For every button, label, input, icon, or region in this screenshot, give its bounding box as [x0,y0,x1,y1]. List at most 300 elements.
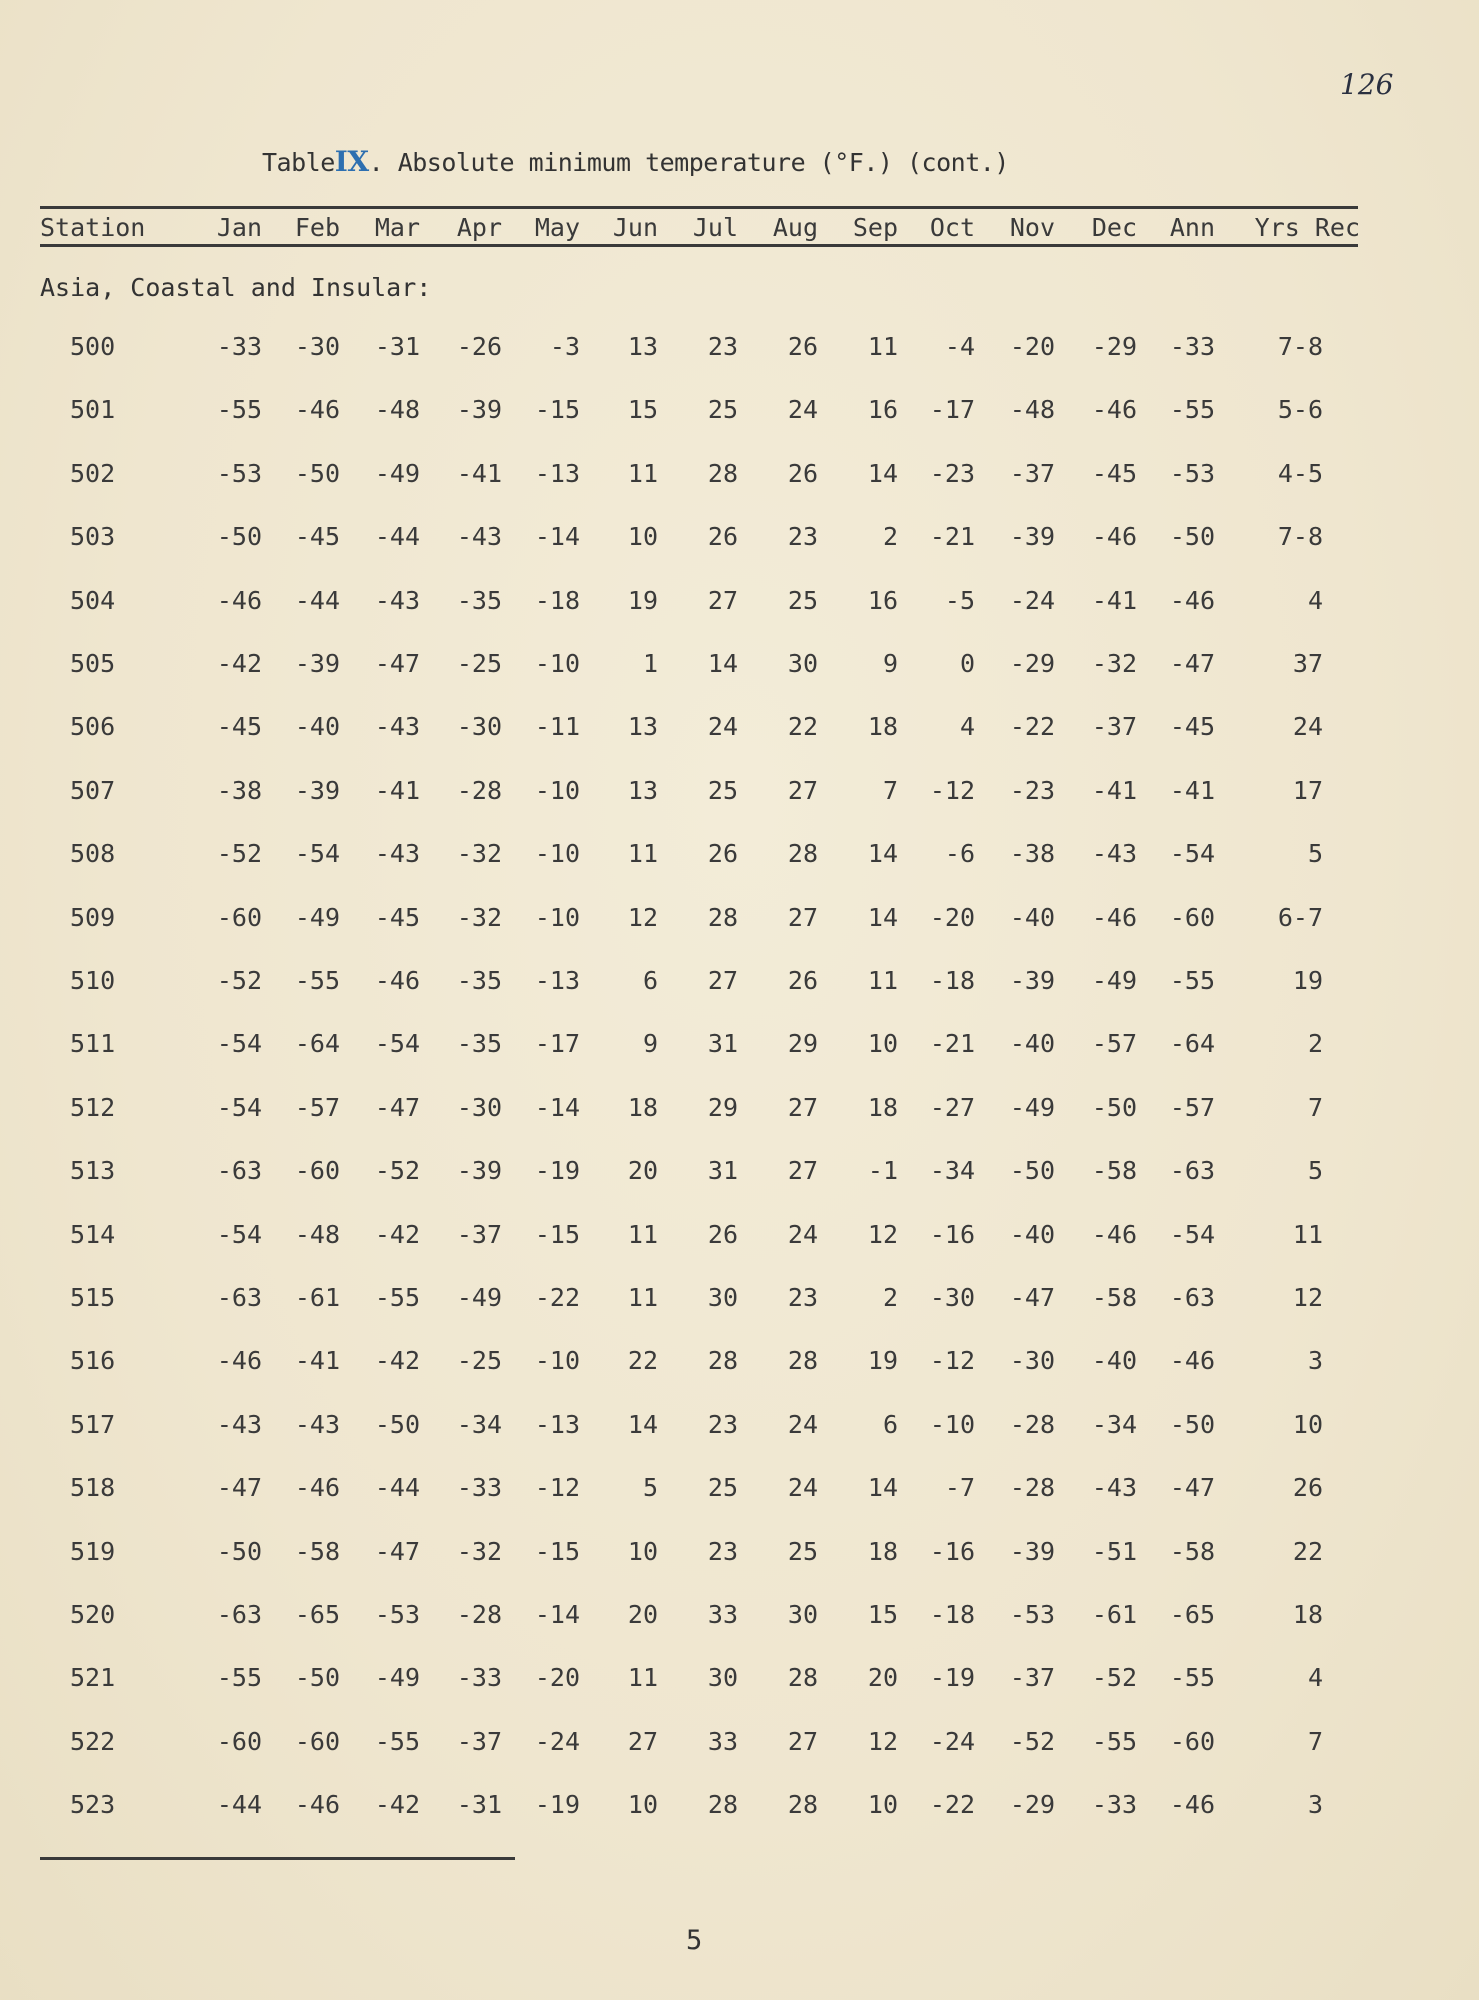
value-cell: -43 [374,839,420,869]
value-cell: 17 [1292,775,1323,805]
value-cell: -29 [1091,332,1137,361]
value-cell: -50 [294,1663,340,1693]
value-cell: 14 [867,839,898,869]
value-cell: -48 [374,395,420,425]
value-cell: -18 [929,966,975,995]
value-cell: -50 [294,458,340,488]
value-cell: -20 [1009,332,1055,361]
value-cell: 28 [707,902,738,932]
value-cell: 31 [707,1156,738,1186]
value-cell: 5 [1307,839,1323,869]
value-cell: -55 [374,1726,420,1756]
value-cell: 25 [787,1536,818,1566]
value-cell: -19 [534,1790,580,1820]
value-cell: 11 [1292,1219,1323,1249]
value-cell: 28 [787,1663,818,1693]
value-cell: -20 [534,1663,580,1693]
value-cell: 26 [707,839,738,869]
value-cell: 6 [882,1409,898,1439]
value-cell: -25 [456,1346,502,1376]
value-cell: -34 [1091,1409,1137,1439]
value-cell: 26 [707,1219,738,1249]
value-cell: -14 [534,1092,580,1122]
value-cell: 11 [867,966,898,995]
value-cell: -45 [374,902,420,932]
value-cell: -32 [456,902,502,932]
value-cell: 18 [867,712,898,742]
value-cell: -63 [216,1600,262,1629]
column-header: Mar [374,213,420,242]
value-cell: 24 [1292,712,1323,742]
value-cell: 11 [627,458,658,488]
station-cell: 513 [70,1156,116,1186]
value-cell: -42 [374,1346,420,1376]
value-cell: -13 [534,966,580,995]
value-cell: 7-8 [1277,332,1323,361]
value-cell: -61 [294,1283,340,1312]
value-cell: 23 [787,1283,818,1312]
value-cell: -39 [1009,966,1055,995]
value-cell: -50 [216,1536,262,1566]
value-cell: -37 [1009,1663,1055,1693]
value-cell: 20 [627,1156,658,1186]
table-row [0,1537,1479,1577]
column-header: Aug [772,213,818,242]
header-rule-top [40,206,1358,209]
value-cell: 29 [707,1092,738,1122]
table-row [0,332,1479,372]
value-cell: 12 [867,1726,898,1756]
value-cell: 28 [787,1346,818,1376]
value-cell: 4-5 [1277,458,1323,488]
value-cell: -43 [1091,839,1137,869]
value-cell: -31 [374,332,420,361]
value-cell: -65 [1169,1600,1215,1629]
table-row [0,1473,1479,1513]
value-cell: -13 [534,458,580,488]
table-row [0,522,1479,562]
value-cell: -41 [294,1346,340,1376]
table-row [0,839,1479,879]
value-cell: -31 [456,1790,502,1820]
value-cell: -34 [456,1409,502,1439]
value-cell: -53 [374,1600,420,1629]
value-cell: -37 [456,1726,502,1756]
value-cell: 19 [867,1346,898,1376]
value-cell: -48 [1009,395,1055,425]
value-cell: 25 [707,1473,738,1503]
value-cell: -19 [534,1156,580,1186]
value-cell: -57 [294,1092,340,1122]
value-cell: -50 [1169,1409,1215,1439]
station-cell: 509 [70,902,116,932]
value-cell: -60 [216,902,262,932]
value-cell: -41 [374,775,420,805]
value-cell: -52 [216,839,262,869]
value-cell: -54 [1169,1219,1215,1249]
value-cell: -46 [1091,522,1137,552]
value-cell: -40 [294,712,340,742]
value-cell: -55 [1091,1726,1137,1756]
value-cell: -21 [929,1029,975,1059]
column-header: Oct [929,213,975,242]
value-cell: 10 [867,1029,898,1059]
value-cell: -22 [534,1283,580,1312]
value-cell: 7-8 [1277,522,1323,552]
value-cell: 30 [707,1663,738,1693]
column-header: Jan [216,213,262,242]
value-cell: -45 [1091,458,1137,488]
value-cell: -35 [456,966,502,995]
value-cell: -14 [534,522,580,552]
value-cell: 26 [787,332,818,361]
value-cell: -10 [534,839,580,869]
value-cell: -52 [374,1156,420,1186]
value-cell: -39 [294,775,340,805]
value-cell: 29 [787,1029,818,1059]
value-cell: 27 [787,1156,818,1186]
station-cell: 512 [70,1092,116,1122]
value-cell: -50 [1091,1092,1137,1122]
value-cell: 33 [707,1600,738,1629]
value-cell: -42 [374,1219,420,1249]
value-cell: -16 [929,1219,975,1249]
title-prefix: Table [262,148,335,177]
value-cell: 10 [627,1536,658,1566]
value-cell: 16 [867,395,898,425]
value-cell: -22 [929,1790,975,1820]
value-cell: -28 [456,775,502,805]
value-cell: 10 [867,1790,898,1820]
value-cell: 28 [787,839,818,869]
value-cell: 4 [1307,585,1323,615]
table-row [0,1790,1479,1830]
value-cell: -20 [929,902,975,932]
column-header: Jul [692,213,738,242]
value-cell: -50 [216,522,262,552]
value-cell: -54 [216,1219,262,1249]
value-cell: -54 [294,839,340,869]
value-cell: 10 [627,522,658,552]
value-cell: 5 [1307,1156,1323,1186]
station-cell: 508 [70,839,116,869]
station-cell: 506 [70,712,116,742]
value-cell: -38 [216,775,262,805]
station-cell: 522 [70,1726,116,1756]
value-cell: -47 [374,649,420,678]
value-cell: -26 [456,332,502,361]
station-cell: 502 [70,458,116,488]
table-row [0,1283,1479,1323]
value-cell: -6 [944,839,975,869]
value-cell: 25 [707,775,738,805]
value-cell: -44 [374,1473,420,1503]
value-cell: -63 [1169,1156,1215,1186]
value-cell: -49 [294,902,340,932]
value-cell: 10 [1292,1409,1323,1439]
value-cell: 18 [627,1092,658,1122]
value-cell: 26 [1292,1473,1323,1503]
value-cell: 9 [642,1029,658,1059]
value-cell: -50 [1169,522,1215,552]
value-cell: -46 [1091,1219,1137,1249]
value-cell: 3 [1307,1346,1323,1376]
value-cell: -43 [1091,1473,1137,1503]
value-cell: -11 [534,712,580,742]
value-cell: -43 [374,712,420,742]
value-cell: 31 [707,1029,738,1059]
value-cell: -18 [929,1600,975,1629]
value-cell: -32 [456,1536,502,1566]
value-cell: 4 [959,712,975,742]
station-cell: 517 [70,1409,116,1439]
station-cell: 505 [70,649,116,678]
value-cell: 6-7 [1277,902,1323,932]
table-end-rule [40,1857,515,1860]
table-row [0,1156,1479,1196]
station-cell: 518 [70,1473,116,1503]
value-cell: -40 [1009,902,1055,932]
value-cell: -28 [456,1600,502,1629]
value-cell: -46 [216,585,262,615]
value-cell: -55 [374,1283,420,1312]
column-header: Jun [612,213,658,242]
value-cell: 23 [707,332,738,361]
value-cell: -61 [1091,1600,1137,1629]
value-cell: -40 [1091,1346,1137,1376]
value-cell: -47 [374,1536,420,1566]
value-cell: -39 [294,649,340,678]
value-cell: -33 [216,332,262,361]
value-cell: 2 [882,522,898,552]
value-cell: -39 [1009,1536,1055,1566]
value-cell: -55 [216,1663,262,1693]
value-cell: 11 [627,1283,658,1312]
page-number-top: 126 [1340,68,1394,101]
table-title [262,145,1009,178]
value-cell: 7 [1307,1726,1323,1756]
table-row [0,1410,1479,1450]
value-cell: 0 [959,649,975,678]
value-cell: 10 [627,1790,658,1820]
value-cell: 14 [627,1409,658,1439]
table-row [0,1727,1479,1767]
value-cell: -12 [929,1346,975,1376]
value-cell: 20 [867,1663,898,1693]
value-cell: -65 [294,1600,340,1629]
value-cell: -12 [534,1473,580,1503]
value-cell: 33 [707,1726,738,1756]
value-cell: 5 [642,1473,658,1503]
value-cell: 27 [787,1092,818,1122]
value-cell: 30 [787,649,818,678]
page-number-bottom: 5 [686,1925,703,1956]
value-cell: 9 [882,649,898,678]
table-row [0,1029,1479,1069]
value-cell: -52 [216,966,262,995]
value-cell: -4 [944,332,975,361]
value-cell: -7 [944,1473,975,1503]
value-cell: -47 [374,1092,420,1122]
value-cell: -35 [456,1029,502,1059]
column-header: Ann [1169,213,1215,242]
value-cell: 27 [787,775,818,805]
value-cell: -55 [294,966,340,995]
value-cell: 15 [867,1600,898,1629]
value-cell: -55 [1169,395,1215,425]
value-cell: 11 [627,1219,658,1249]
value-cell: 26 [707,522,738,552]
column-header: Yrs Rec [1254,213,1360,242]
value-cell: -50 [374,1409,420,1439]
value-cell: -29 [1009,1790,1055,1820]
station-cell: 514 [70,1219,116,1249]
value-cell: -57 [1091,1029,1137,1059]
value-cell: 4 [1307,1663,1323,1693]
value-cell: -15 [534,395,580,425]
value-cell: -51 [1091,1536,1137,1566]
value-cell: -44 [374,522,420,552]
value-cell: 26 [787,458,818,488]
value-cell: -55 [1169,1663,1215,1693]
value-cell: -54 [374,1029,420,1059]
value-cell: -37 [456,1219,502,1249]
value-cell: -10 [929,1409,975,1439]
value-cell: -46 [1169,585,1215,615]
value-cell: 24 [787,1219,818,1249]
value-cell: -39 [1009,522,1055,552]
value-cell: -32 [1091,649,1137,678]
value-cell: -15 [534,1536,580,1566]
table-row [0,966,1479,1006]
value-cell: -60 [1169,902,1215,932]
value-cell: -41 [1091,775,1137,805]
value-cell: -58 [294,1536,340,1566]
value-cell: -28 [1009,1473,1055,1503]
value-cell: -46 [294,1473,340,1503]
value-cell: 24 [787,1409,818,1439]
value-cell: -45 [216,712,262,742]
table-row [0,1663,1479,1703]
value-cell: -54 [216,1092,262,1122]
value-cell: 27 [707,966,738,995]
value-cell: -53 [1009,1600,1055,1629]
table-row [0,649,1479,689]
value-cell: -23 [929,458,975,488]
value-cell: -58 [1091,1156,1137,1186]
value-cell: -38 [1009,839,1055,869]
station-cell: 504 [70,585,116,615]
value-cell: -42 [216,649,262,678]
value-cell: -63 [216,1283,262,1312]
title-roman-numeral: IX [334,145,369,178]
value-cell: 18 [867,1536,898,1566]
value-cell: 11 [867,332,898,361]
table-row [0,1600,1479,1640]
value-cell: 11 [627,839,658,869]
value-cell: -47 [216,1473,262,1503]
value-cell: -50 [1009,1156,1055,1186]
station-cell: 501 [70,395,116,425]
value-cell: -40 [1009,1219,1055,1249]
value-cell: 25 [787,585,818,615]
value-cell: -46 [294,1790,340,1820]
value-cell: -33 [1091,1790,1137,1820]
value-cell: -43 [294,1409,340,1439]
station-cell: 521 [70,1663,116,1693]
table-row [0,459,1479,499]
value-cell: 14 [867,458,898,488]
value-cell: -5 [944,585,975,615]
value-cell: 27 [787,902,818,932]
value-cell: -17 [929,395,975,425]
value-cell: 18 [867,1092,898,1122]
value-cell: -33 [456,1663,502,1693]
value-cell: 7 [882,775,898,805]
value-cell: -41 [1091,585,1137,615]
value-cell: -24 [1009,585,1055,615]
value-cell: -58 [1169,1536,1215,1566]
column-header: Apr [456,213,502,242]
column-header: Station [40,213,146,242]
value-cell: 1 [642,649,658,678]
table-row [0,1220,1479,1260]
table-row [0,776,1479,816]
value-cell: -10 [534,1346,580,1376]
value-cell: 14 [867,902,898,932]
value-cell: 2 [1307,1029,1323,1059]
column-header: Dec [1091,213,1137,242]
value-cell: -27 [929,1092,975,1122]
value-cell: -49 [374,1663,420,1693]
value-cell: -49 [1009,1092,1055,1122]
station-cell: 507 [70,775,116,805]
value-cell: -48 [294,1219,340,1249]
value-cell: -21 [929,522,975,552]
value-cell: 37 [1292,649,1323,678]
value-cell: -1 [867,1156,898,1186]
value-cell: -60 [294,1156,340,1186]
value-cell: 13 [627,712,658,742]
value-cell: 19 [627,585,658,615]
table-row [0,1346,1479,1386]
value-cell: -40 [1009,1029,1055,1059]
value-cell: 14 [707,649,738,678]
value-cell: 23 [787,522,818,552]
value-cell: 27 [707,585,738,615]
station-cell: 520 [70,1600,116,1629]
value-cell: -55 [1169,966,1215,995]
value-cell: -60 [294,1726,340,1756]
value-cell: -55 [216,395,262,425]
value-cell: -37 [1009,458,1055,488]
table-row [0,903,1479,943]
value-cell: -35 [456,585,502,615]
value-cell: 26 [787,966,818,995]
value-cell: -16 [929,1536,975,1566]
value-cell: 30 [707,1283,738,1312]
table-row [0,712,1479,752]
value-cell: 12 [1292,1283,1323,1312]
value-cell: 23 [707,1536,738,1566]
value-cell: -63 [1169,1283,1215,1312]
value-cell: -43 [374,585,420,615]
value-cell: -39 [456,1156,502,1186]
value-cell: -30 [294,332,340,361]
table-row [0,586,1479,626]
value-cell: -3 [549,332,580,361]
value-cell: 15 [627,395,658,425]
